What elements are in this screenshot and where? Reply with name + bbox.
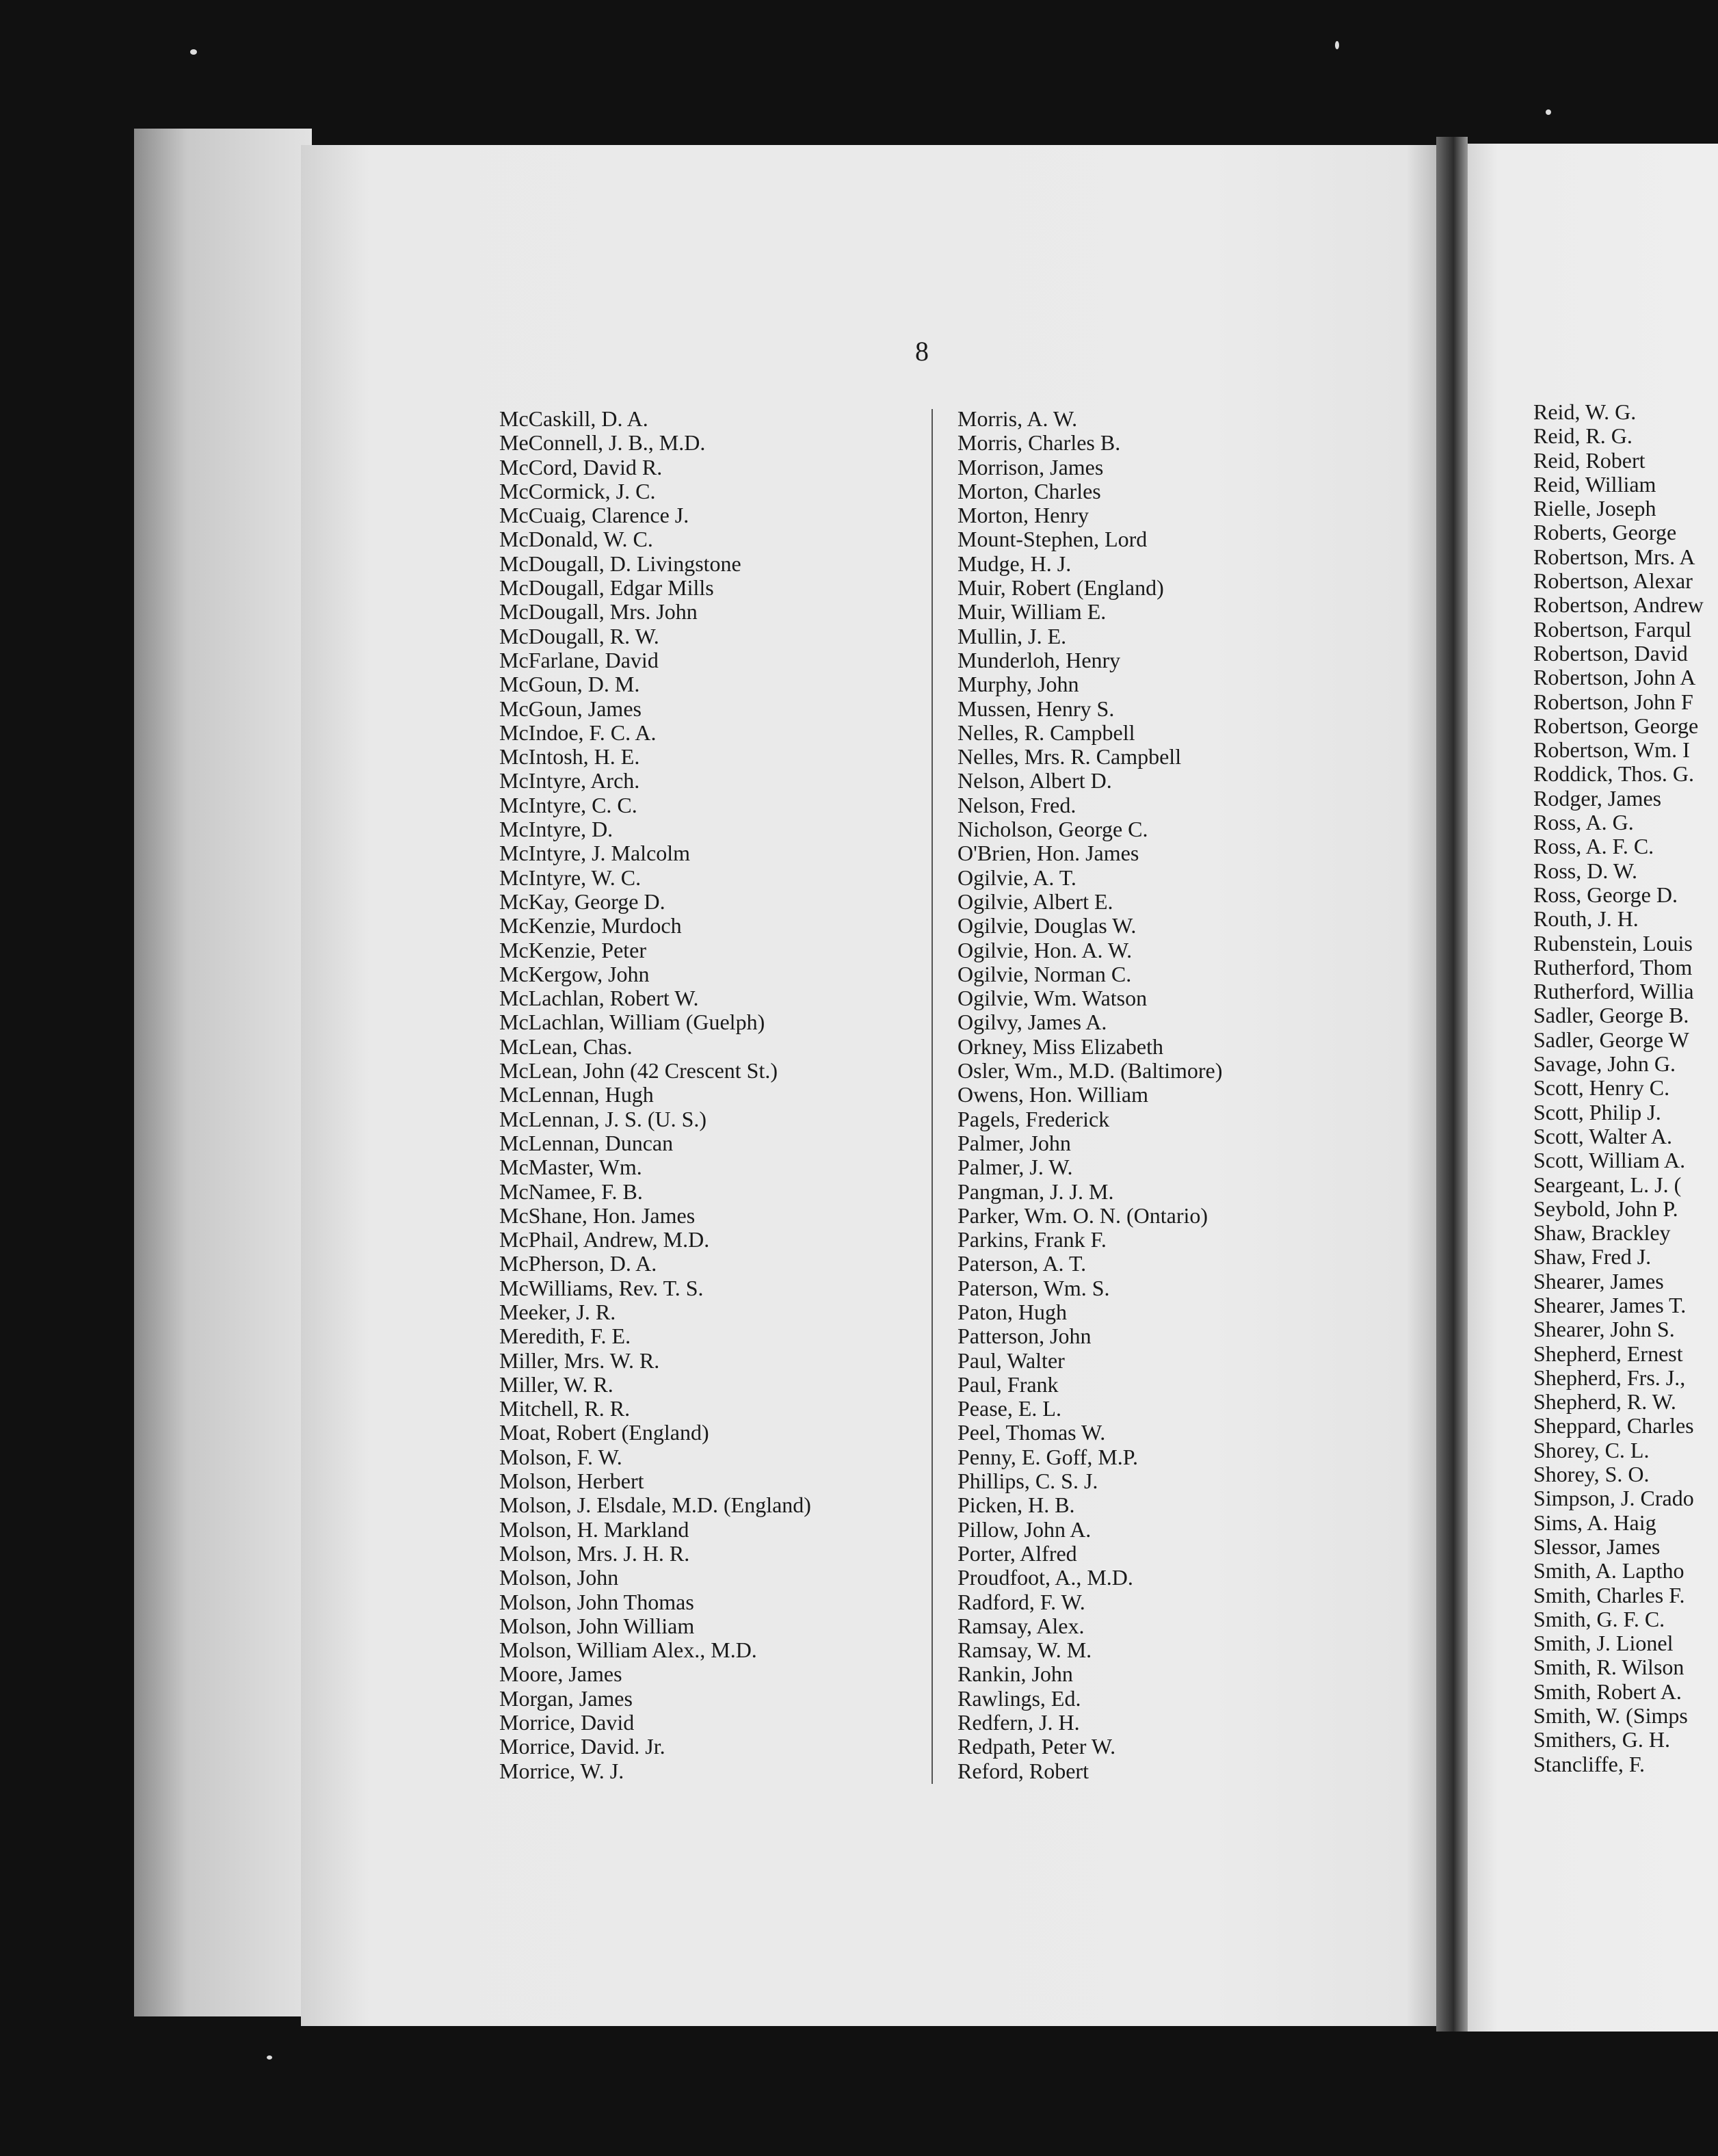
directory-entry: McKay, George D.: [499, 889, 665, 914]
directory-entry: Ogilvie, Norman C.: [957, 961, 1132, 986]
directory-entry: Robertson, Mrs. A: [1533, 544, 1695, 569]
directory-entry: Sims, A. Haig: [1533, 1510, 1656, 1535]
directory-entry: McIntosh, H. E.: [499, 744, 640, 770]
directory-entry: Scott, Walter A.: [1533, 1123, 1673, 1148]
directory-entry: Morton, Charles: [957, 478, 1101, 503]
directory-entry: McLennan, J. S. (U. S.): [499, 1106, 707, 1131]
directory-entry: Ross, D. W.: [1533, 858, 1638, 883]
directory-entry: Ross, A. G.: [1533, 810, 1634, 835]
directory-entry: Shepherd, Frs. J.,: [1533, 1365, 1686, 1390]
directory-entry: Smith, Robert A.: [1533, 1679, 1682, 1704]
directory-entry: Roddick, Thos. G.: [1533, 761, 1694, 787]
directory-entry: McFarlane, David: [499, 647, 659, 672]
directory-entry: O'Brien, Hon. James: [957, 841, 1139, 866]
directory-entry: Smith, J. Lionel: [1533, 1631, 1674, 1656]
directory-entry: Ogilvy, James A.: [957, 1010, 1107, 1035]
directory-entry: Ogilvie, Wm. Watson: [957, 986, 1148, 1011]
directory-entry: Smith, A. Laptho: [1533, 1558, 1684, 1583]
directory-entry: Scott, Philip J.: [1533, 1099, 1661, 1125]
directory-entry: Pillow, John A.: [957, 1516, 1092, 1542]
directory-entry: Shaw, Brackley: [1533, 1220, 1671, 1246]
directory-entry: Mudge, H. J.: [957, 551, 1072, 576]
directory-entry: Rutherford, Willia: [1533, 979, 1694, 1004]
directory-entry: Pagels, Frederick: [957, 1106, 1110, 1131]
directory-entry: Slessor, James: [1533, 1534, 1661, 1559]
directory-entry: Rawlings, Ed.: [957, 1685, 1081, 1711]
directory-entry: McDougall, D. Livingstone: [499, 551, 741, 576]
directory-entry: Murphy, John: [957, 672, 1079, 697]
directory-entry: Shepherd, Ernest: [1533, 1341, 1683, 1366]
directory-entry: McIntyre, W. C.: [499, 865, 642, 890]
directory-entry: Ogilvie, Douglas W.: [957, 913, 1137, 938]
directory-entry: McLachlan, Robert W.: [499, 986, 699, 1011]
directory-entry: McIntyre, D.: [499, 817, 613, 842]
directory-entry: Simpson, J. Crado: [1533, 1486, 1694, 1511]
directory-entry: McGoun, James: [499, 696, 642, 721]
directory-entry: McIntyre, C. C.: [499, 792, 637, 817]
directory-entry: Shearer, James: [1533, 1268, 1664, 1293]
directory-entry: Ross, A. F. C.: [1533, 834, 1654, 859]
dust-speck: [1546, 109, 1551, 115]
directory-entry: Moat, Robert (England): [499, 1420, 709, 1445]
directory-entry: Munderloh, Henry: [957, 647, 1121, 672]
directory-entry: McWilliams, Rev. T. S.: [499, 1275, 704, 1300]
directory-entry: Robertson, Alexar: [1533, 568, 1693, 594]
directory-entry: McDougall, R. W.: [499, 623, 659, 648]
directory-entry: Ramsay, W. M.: [957, 1638, 1092, 1663]
directory-entry: McKenzie, Murdoch: [499, 913, 682, 938]
directory-entry: McKenzie, Peter: [499, 937, 647, 962]
book-edge: [134, 129, 312, 2016]
directory-entry: McKergow, John: [499, 961, 650, 986]
directory-entry: Savage, John G.: [1533, 1051, 1676, 1077]
directory-entry: Molson, H. Markland: [499, 1516, 689, 1542]
directory-entry: McDougall, Edgar Mills: [499, 575, 714, 601]
directory-entry: Smith, R. Wilson: [1533, 1655, 1684, 1680]
directory-entry: Ramsay, Alex.: [957, 1613, 1085, 1638]
directory-entry: Stancliffe, F.: [1533, 1751, 1646, 1776]
directory-entry: Morgan, James: [499, 1685, 633, 1711]
directory-entry: McIntyre, J. Malcolm: [499, 841, 691, 866]
directory-entry: Pangman, J. J. M.: [957, 1179, 1114, 1204]
left-page: [301, 145, 1440, 2026]
directory-entry: Nelles, Mrs. R. Campbell: [957, 744, 1182, 770]
directory-entry: Meredith, F. E.: [499, 1324, 631, 1349]
directory-entry: McIndoe, F. C. A.: [499, 720, 657, 745]
directory-entry: McLachlan, William (Guelph): [499, 1010, 765, 1035]
directory-entry: Roberts, George: [1533, 520, 1677, 545]
directory-entry: Proudfoot, A., M.D.: [957, 1565, 1133, 1590]
directory-entry: Molson, William Alex., M.D.: [499, 1638, 757, 1663]
name-column-3: [1533, 400, 1718, 1776]
directory-entry: McCord, David R.: [499, 454, 663, 479]
directory-entry: McShane, Hon. James: [499, 1202, 696, 1228]
directory-entry: Meeker, J. R.: [499, 1299, 616, 1324]
directory-entry: Miller, W. R.: [499, 1371, 613, 1397]
directory-entry: Robertson, Andrew: [1533, 592, 1704, 618]
directory-entry: Smith, Charles F.: [1533, 1582, 1685, 1607]
directory-entry: Reid, Robert: [1533, 447, 1646, 473]
directory-entry: McLennan, Duncan: [499, 1130, 674, 1155]
directory-entry: Nicholson, George C.: [957, 817, 1148, 842]
directory-entry: McDougall, Mrs. John: [499, 599, 698, 625]
directory-entry: Routh, J. H.: [1533, 906, 1639, 932]
directory-entry: Osler, Wm., M.D. (Baltimore): [957, 1058, 1223, 1083]
directory-entry: Ogilvie, Hon. A. W.: [957, 937, 1133, 962]
book-gutter: [1436, 137, 1468, 2032]
directory-entry: Ross, George D.: [1533, 882, 1678, 907]
directory-entry: Shearer, John S.: [1533, 1317, 1675, 1342]
directory-entry: Molson, John William: [499, 1613, 695, 1638]
directory-entry: Robertson, Wm. I: [1533, 737, 1690, 763]
name-column-1: [499, 407, 811, 1783]
directory-entry: Miller, Mrs. W. R.: [499, 1348, 660, 1373]
directory-entry: Robertson, George: [1533, 713, 1699, 738]
directory-entry: Ogilvie, Albert E.: [957, 889, 1113, 914]
directory-entry: Mussen, Henry S.: [957, 696, 1115, 721]
directory-entry: Parkins, Frank F.: [957, 1227, 1107, 1252]
directory-entry: Mullin, J. E.: [957, 623, 1067, 648]
directory-entry: Molson, Herbert: [499, 1469, 644, 1494]
directory-entry: Rutherford, Thom: [1533, 954, 1693, 980]
directory-entry: Palmer, John: [957, 1130, 1071, 1155]
directory-entry: Pease, E. L.: [957, 1396, 1061, 1421]
directory-entry: McLean, John (42 Crescent St.): [499, 1058, 778, 1083]
directory-entry: Robertson, John A: [1533, 665, 1696, 690]
directory-entry: Parker, Wm. O. N. (Ontario): [957, 1202, 1208, 1228]
directory-entry: Rankin, John: [957, 1661, 1073, 1687]
directory-entry: McGoun, D. M.: [499, 672, 640, 697]
directory-entry: Muir, Robert (England): [957, 575, 1164, 601]
directory-entry: McCormick, J. C.: [499, 478, 656, 503]
directory-entry: Smith, G. F. C.: [1533, 1606, 1665, 1631]
directory-entry: Nelson, Fred.: [957, 792, 1076, 817]
directory-entry: Morrice, David: [499, 1710, 635, 1735]
directory-entry: Molson, John Thomas: [499, 1589, 694, 1614]
directory-entry: McIntyre, Arch.: [499, 768, 640, 793]
directory-entry: Nelson, Albert D.: [957, 768, 1112, 793]
directory-entry: Morrice, W. J.: [499, 1758, 624, 1783]
directory-entry: Reford, Robert: [957, 1758, 1089, 1783]
directory-entry: Morris, Charles B.: [957, 430, 1121, 456]
directory-entry: Porter, Alfred: [957, 1540, 1077, 1566]
directory-entry: MeConnell, J. B., M.D.: [499, 430, 706, 456]
directory-entry: Shorey, S. O.: [1533, 1462, 1650, 1487]
directory-entry: McCuaig, Clarence J.: [499, 503, 689, 528]
directory-entry: Robertson, Farqul: [1533, 616, 1692, 642]
directory-entry: Morrice, David. Jr.: [499, 1734, 665, 1759]
dust-speck: [267, 2055, 272, 2060]
directory-entry: Muir, William E.: [957, 599, 1107, 625]
directory-entry: Peel, Thomas W.: [957, 1420, 1106, 1445]
directory-entry: Reid, William: [1533, 471, 1656, 497]
directory-entry: Orkney, Miss Elizabeth: [957, 1034, 1163, 1059]
directory-entry: Morrison, James: [957, 454, 1104, 479]
directory-entry: Mitchell, R. R.: [499, 1396, 631, 1421]
directory-entry: Redfern, J. H.: [957, 1710, 1080, 1735]
directory-entry: Penny, E. Goff, M.P.: [957, 1444, 1139, 1469]
directory-entry: Morris, A. W.: [957, 406, 1078, 431]
directory-entry: Nelles, R. Campbell: [957, 720, 1135, 745]
directory-entry: Radford, F. W.: [957, 1589, 1085, 1614]
directory-entry: Reid, R. G.: [1533, 423, 1633, 449]
directory-entry: McPherson, D. A.: [499, 1251, 657, 1276]
directory-entry: McPhail, Andrew, M.D.: [499, 1227, 710, 1252]
directory-entry: Robertson, David: [1533, 640, 1688, 666]
directory-entry: Ogilvie, A. T.: [957, 865, 1076, 890]
directory-entry: Scott, Henry C.: [1533, 1075, 1670, 1101]
directory-entry: Sadler, George B.: [1533, 1003, 1689, 1028]
directory-entry: McLean, Chas.: [499, 1034, 633, 1059]
directory-entry: Reid, W. G.: [1533, 400, 1637, 424]
directory-entry: Patterson, John: [957, 1324, 1092, 1349]
directory-entry: McMaster, Wm.: [499, 1155, 642, 1180]
directory-entry: Mount-Stephen, Lord: [957, 527, 1148, 552]
directory-entry: Phillips, C. S. J.: [957, 1469, 1098, 1494]
directory-entry: McCaskill, D. A.: [499, 406, 648, 431]
page-number: 8: [915, 336, 929, 367]
directory-entry: Seybold, John P.: [1533, 1196, 1678, 1221]
directory-entry: Smithers, G. H.: [1533, 1727, 1670, 1752]
directory-entry: Molson, F. W.: [499, 1444, 622, 1469]
directory-entry: Picken, H. B.: [957, 1493, 1075, 1518]
dust-speck: [1335, 41, 1339, 49]
directory-entry: Rielle, Joseph: [1533, 496, 1656, 521]
directory-entry: Morton, Henry: [957, 503, 1089, 528]
directory-entry: Molson, John: [499, 1565, 619, 1590]
directory-entry: Rubenstein, Louis: [1533, 930, 1693, 956]
directory-entry: Shorey, C. L.: [1533, 1437, 1650, 1462]
directory-entry: Seargeant, L. J. (: [1533, 1172, 1682, 1197]
name-column-2: [957, 407, 1222, 1783]
directory-entry: Robertson, John F: [1533, 689, 1693, 714]
directory-entry: Molson, Mrs. J. H. R.: [499, 1540, 690, 1566]
dust-speck: [190, 49, 197, 55]
directory-entry: Sheppard, Charles: [1533, 1413, 1694, 1438]
directory-entry: Paterson, A. T.: [957, 1251, 1087, 1276]
directory-entry: Scott, William A.: [1533, 1148, 1686, 1173]
directory-entry: McLennan, Hugh: [499, 1082, 654, 1107]
directory-entry: Sadler, George W: [1533, 1027, 1689, 1052]
directory-entry: Molson, J. Elsdale, M.D. (England): [499, 1493, 811, 1518]
directory-entry: Shaw, Fred J.: [1533, 1244, 1652, 1270]
directory-entry: Owens, Hon. William: [957, 1082, 1148, 1107]
directory-entry: Paul, Frank: [957, 1371, 1059, 1397]
directory-entry: Shearer, James T.: [1533, 1292, 1687, 1317]
directory-entry: Paterson, Wm. S.: [957, 1275, 1110, 1300]
directory-entry: Smith, W. (Simps: [1533, 1703, 1688, 1728]
directory-entry: Redpath, Peter W.: [957, 1734, 1116, 1759]
directory-entry: McNamee, F. B.: [499, 1179, 643, 1204]
directory-entry: Rodger, James: [1533, 785, 1662, 811]
directory-entry: Moore, James: [499, 1661, 622, 1687]
directory-entry: McDonald, W. C.: [499, 527, 653, 552]
column-divider: [931, 409, 933, 1784]
directory-entry: Paul, Walter: [957, 1348, 1065, 1373]
directory-entry: Paton, Hugh: [957, 1299, 1067, 1324]
directory-entry: Palmer, J. W.: [957, 1155, 1073, 1180]
directory-entry: Shepherd, R. W.: [1533, 1389, 1676, 1415]
